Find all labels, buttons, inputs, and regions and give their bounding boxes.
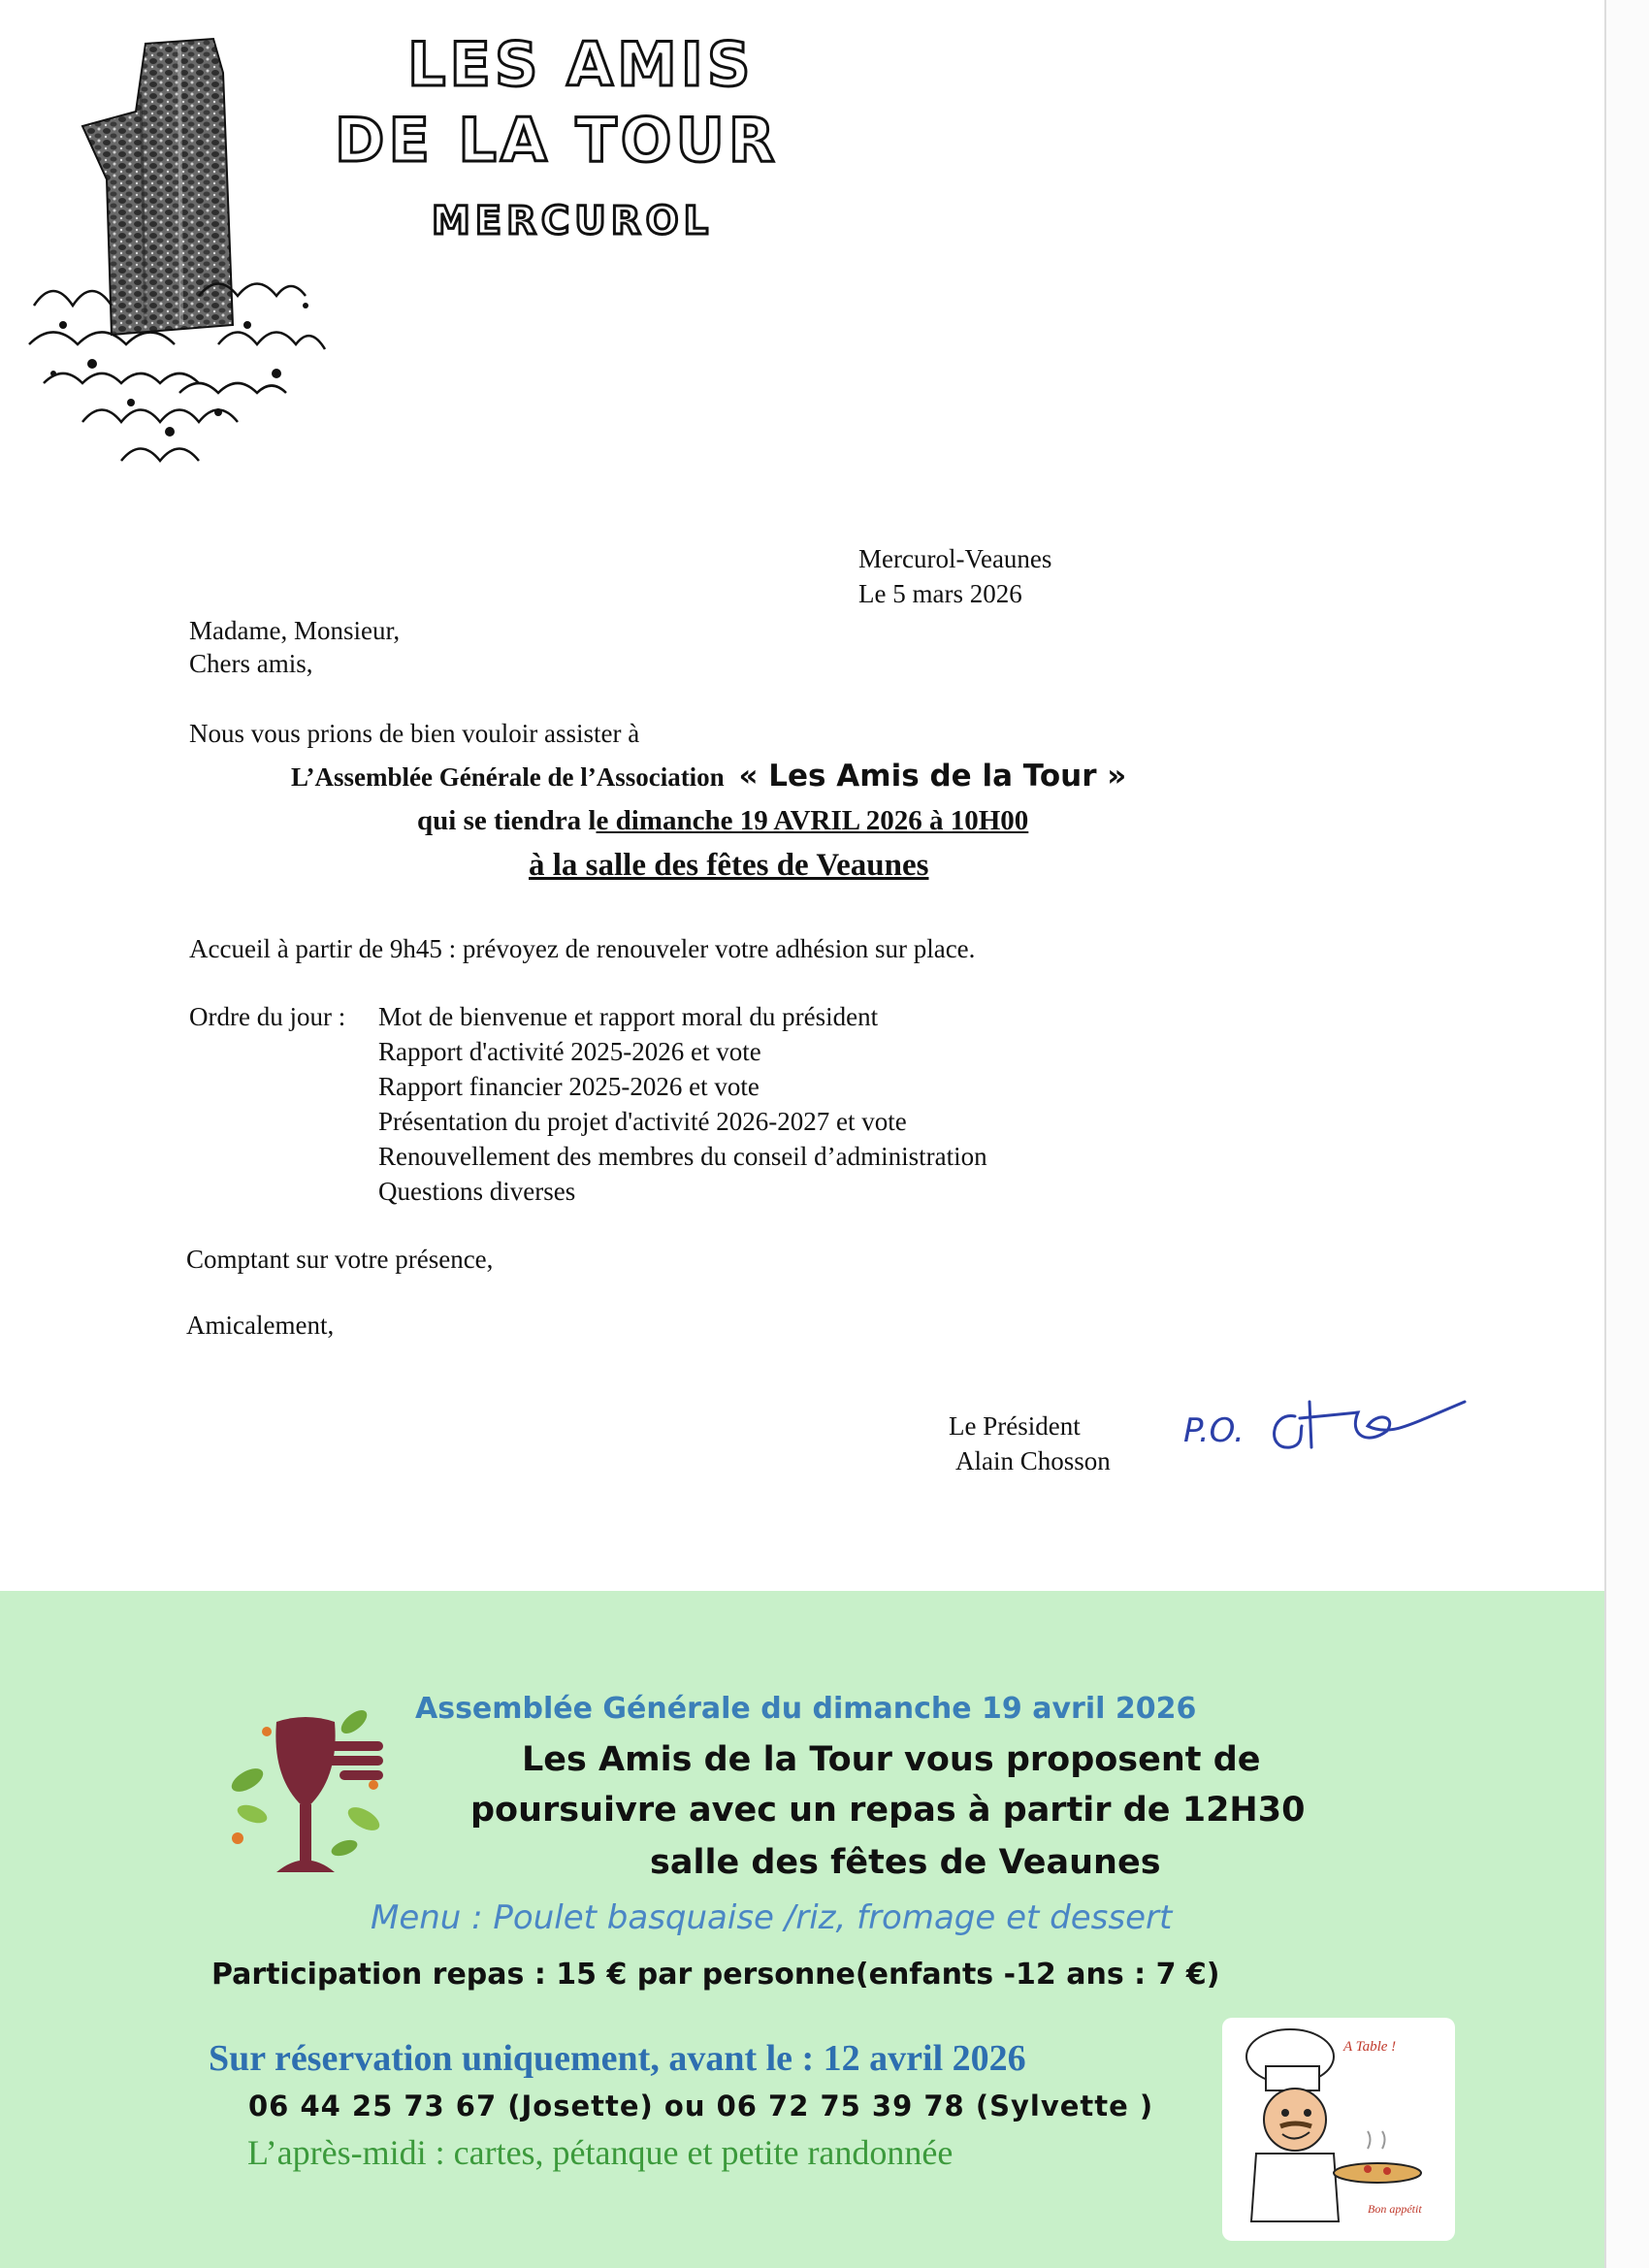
welcome-text: Accueil à partir de 9h45 : prévoyez de renouveler votre adhésion sur place. [189,934,976,963]
signature-po: P.O. [1183,1411,1245,1450]
meal-line-1: Les Amis de la Tour vous proposent de [522,1740,1261,1779]
meal-price: Participation repas : 15 € par personne(enfants -12 ans : 7 €) [211,1958,1220,1992]
chef-caption-2: Bon appétit [1368,2202,1422,2216]
meal-line-2: poursuivre avec un repas à partir de 12H30 [470,1791,1306,1830]
title-subtitle: MERCUROL [432,199,714,243]
title-line-1: LES AMIS [407,29,755,100]
salutation-1: Madame, Monsieur, [189,616,401,645]
agenda-item: Rapport d'activité 2025-2026 et vote [378,1037,761,1066]
letter-date: Le 5 mars 2026 [858,579,1022,608]
agenda-list [378,999,987,1209]
agenda-item: Mot de bienvenue et rapport moral du président [378,1002,879,1031]
agenda-label: Ordre du jour : [189,1002,346,1031]
association-name: « Les Amis de la Tour » [738,759,1127,794]
meal-phones: 06 44 25 73 67 (Josette) ou 06 72 75 39 78 (Sylvette ) [248,2090,1154,2122]
salutation-2: Chers amis, [189,649,313,678]
chef-caption-1: A Table ! [1343,2039,1397,2055]
when-line [417,803,1028,838]
meal-afternoon: L’après-midi : cartes, pétanque et petite randonnée [247,2133,954,2172]
where-line: à la salle des fêtes de Veaunes [529,848,929,883]
agenda-item: Questions diverses [378,1177,576,1206]
signer-title: Le Président [949,1411,1081,1441]
assembly-prefix: L’Assemblée Générale de l’Association [291,762,725,792]
signer-name: Alain Chosson [955,1446,1111,1475]
meal-reservation: Sur réservation uniquement, avant le : 12 avril 2026 [209,2038,1026,2079]
tower-icon [24,34,335,480]
letter-place: Mercurol-Veaunes [858,544,1052,573]
agenda-item: Présentation du projet d'activité 2026-2027 et vote [378,1107,907,1136]
meal-menu: Menu : Poulet basquaise /riz, fromage et dessert [371,1898,1173,1937]
chef-card [1222,2018,1455,2241]
title-line-2: DE LA TOUR [335,105,779,176]
agenda-item: Renouvellement des membres du conseil d’administration [378,1142,987,1171]
signature-icon [1251,1358,1474,1465]
assembly-line [291,759,1126,794]
when-date: e dimanche 19 AVRIL 2026 à 10H00 [596,805,1029,836]
when-prefix: qui se tiendra l [417,805,597,836]
meal-line-3: salle des fêtes de Veaunes [650,1843,1161,1882]
agenda-item: Rapport financier 2025-2026 et vote [378,1072,760,1101]
intro-text: Nous vous prions de bien vouloir assister à [189,719,640,748]
meal-heading: Assemblée Générale du dimanche 19 avril 2026 [415,1692,1197,1726]
closing-2: Amicalement, [186,1311,335,1340]
fork-glass-icon [209,1693,403,1896]
closing-1: Comptant sur votre présence, [186,1245,494,1274]
